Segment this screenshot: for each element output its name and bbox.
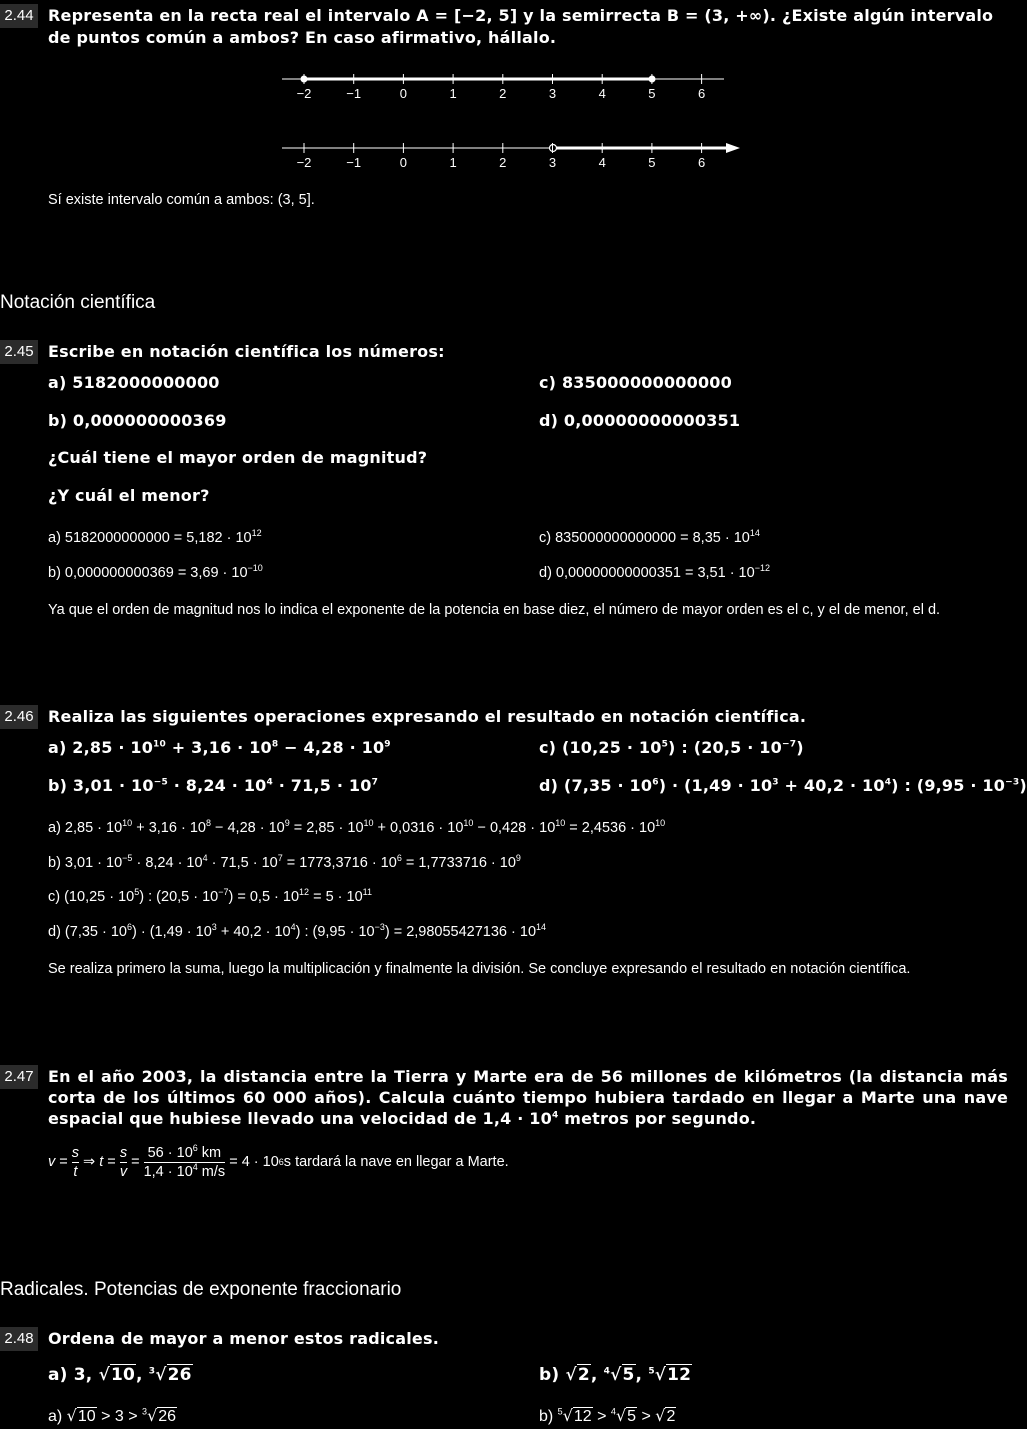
problem-number-2-45: 2.45 (0, 340, 38, 364)
problem-2-45-question-1: ¿Cuál tiene el mayor orden de magnitud? (48, 448, 428, 467)
problem-2-44-statement-line1: Representa en la recta real el intervalo A = [−2, 5] y la semirrecta B = (3, +∞). ¿Existe algún intervalo (48, 6, 994, 25)
line-a-tick-label-7: 5 (648, 86, 656, 101)
line-b-tick-label-7: 5 (648, 155, 656, 170)
line-a-tick-label-4: 2 (499, 86, 507, 101)
line-b-tick-label-2: 0 (399, 155, 408, 170)
problem-2-46-item-c: c) $(10,25 \cdot 10^5)$ : $(20,5 \cdot 10^{-7})$ (539, 738, 804, 757)
problem-number-2-47: 2.47 (0, 1065, 38, 1089)
solution-2-47-formula: v = $\frac{s}{t}$ ⇒ t = $\frac{s}{v}$ = $\frac{56 \cdot 10^6 km}{1,4 \cdot 10^4 m/s}$ = 4 · 10 6 s tardará la nave en llegar a Marte. (48, 1142, 509, 1180)
solution-2-46-c: c) $(10,25 \cdot 10^5)$ : $(20,5 \cdot 10^{-7}) = 0,5 \cdot 10^{12} = 5 \cdot 10^{11}$ (48, 887, 373, 905)
problem-2-45-item-b: b) 0,000000000369 (48, 411, 227, 430)
problem-2-45-item-c: c) 835000000000000 (539, 373, 732, 392)
problem-number-2-46: 2.46 (0, 705, 38, 729)
line-b-tick-label-0: −2 (296, 155, 312, 170)
problem-2-48-item-b: b) √2, $^4$√5, $^5$√12 (539, 1365, 692, 1385)
number-line-semiline-b (0, 135, 1008, 175)
solution-2-48-b: b) $^5$√12 > $^4$√5 > √2 (539, 1406, 676, 1425)
line-b-tick-label-4: 2 (499, 155, 507, 170)
solution-2-46-d: d) $(7,35 \cdot 10^6) \cdot (1,49 \cdot 10^3 + 40,2 \cdot 10^4)$ : $(9,95 \cdot 10^{-3}) = 2,98055427136 \cdot 10^{14}$ (48, 922, 547, 940)
solution-2-46-explanation: Se realiza primero la suma, luego la multiplicación y finalmente la división. Se concluye expresando el resultado en notación científica. (48, 961, 911, 977)
problem-2-45-question-2: ¿Y cuál el menor? (48, 486, 210, 505)
problem-number-2-44: 2.44 (0, 4, 38, 28)
problem-2-46-item-d: d) $(7,35 \cdot 10^6) \cdot (1,49 \cdot 10^3 + 40,2 \cdot 10^4)$ : $(9,95 \cdot 10^{-3})$ (539, 776, 1027, 795)
section-title-notacion-cientifica: Notación científica (0, 292, 156, 313)
problem-2-45-statement: Escribe en notación científica los números: (48, 342, 445, 361)
section-title-radicales: Radicales. Potencias de exponente fraccionario (0, 1279, 402, 1300)
problem-2-47-statement: En el año 2003, la distancia entre la Tierra y Marte era de 56 millones de kilómetros (la distancia más corta de los últimos 60 000 años). Calcula cuánto tiempo hubiera tardado en llegar a Marte una nave espacial que hubiese llevado una velocidad de $1,4 \cdot 10^4$ metros por segundo. (48, 1067, 1008, 1128)
line-a-tick-label-2: 0 (399, 86, 408, 101)
problem-2-46-item-a: a) $2,85 \cdot 10^{10} + 3,16 \cdot 10^8 - 4,28 \cdot 10^9$ (48, 738, 391, 757)
problem-2-44-statement-line2: de puntos común a ambos? En caso afirmativo, hállalo. (48, 28, 557, 47)
solution-2-45-b: b) $0,000000000369 = 3,69 \cdot 10^{-10}$ (48, 563, 263, 581)
line-b-tick-label-6: 4 (598, 155, 606, 170)
problem-number-2-48: 2.48 (0, 1327, 38, 1351)
solution-2-48-a: a) √10 > 3 > $^3$√26 (48, 1406, 177, 1425)
problem-2-45-item-d: d) 0,00000000000351 (539, 411, 741, 430)
solution-2-45-c: c) $835000000000000 = 8,35 \cdot 10^{14}$ (539, 528, 760, 546)
problem-2-48-item-a: a) 3, √10, $^3$√26 (48, 1365, 192, 1385)
solution-2-45-a: a) $5182000000000 = 5,182 \cdot 10^{12}$ (48, 528, 262, 546)
line-b-tick-label-3: 1 (449, 155, 457, 170)
problem-2-46-statement: Realiza las siguientes operaciones expresando el resultado en notación científica. (48, 707, 807, 726)
line-b-tick-label-8: 6 (697, 155, 706, 170)
problem-2-48-statement: Ordena de mayor a menor estos radicales. (48, 1329, 439, 1348)
solution-2-46-a: a) $2,85 \cdot 10^{10} + 3,16 \cdot 10^8 - 4,28 \cdot 10^9 = 2,85 \cdot 10^{10} + 0,0316 \cdot 10^{10} - 0,428 \cdot 10^{10} = 2,4536 \cdot 10^{10}$ (48, 818, 666, 836)
solution-2-45-explanation: Ya que el orden de magnitud nos lo indica el exponente de la potencia en base diez, el número de mayor orden es el c, y el de menor, el d. (48, 602, 941, 618)
line-a-tick-label-6: 4 (598, 86, 606, 101)
solution-2-45-d: d) $0,00000000000351 = 3,51 \cdot 10^{-12}$ (539, 563, 770, 581)
line-a-tick-label-1: −1 (346, 86, 362, 101)
line-a-tick-label-5: 3 (548, 86, 557, 101)
line-b-tick-label-1: −1 (346, 155, 362, 170)
problem-2-46-item-b: b) $3,01 \cdot 10^{-5} \cdot 8,24 \cdot 10^4 \cdot 71,5 \cdot 10^7$ (48, 776, 379, 795)
problem-2-44-answer: Sí existe intervalo común a ambos: (3, 5]. (48, 192, 315, 208)
line-b-tick-label-5: 3 (548, 155, 557, 170)
line-a-tick-label-3: 1 (449, 86, 457, 101)
problem-2-45-item-a: a) 5182000000000 (48, 373, 220, 392)
line-a-tick-label-8: 6 (697, 86, 706, 101)
line-a-tick-label-0: −2 (296, 86, 312, 101)
solution-2-46-b: b) $3,01 \cdot 10^{-5} \cdot 8,24 \cdot 10^4 \cdot 71,5 \cdot 10^7 = 1773,3716 \cdot 10^6 = 1,7733716 \cdot 10^9$ (48, 853, 521, 871)
